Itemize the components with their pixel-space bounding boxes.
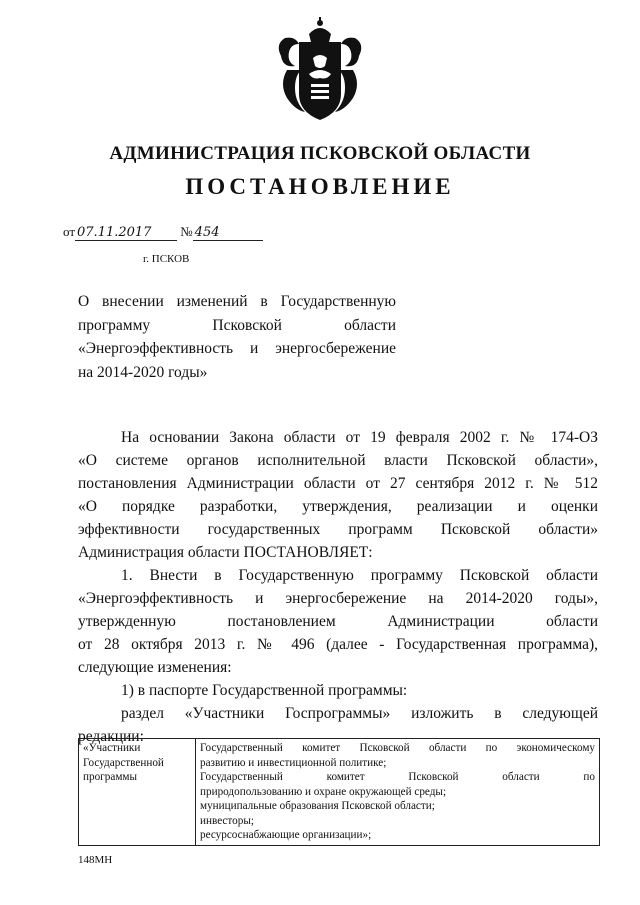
body-line: На основании Закона области от 19 февраля 2002 г. № 174-ОЗ (121, 429, 598, 446)
table-line: Государственный комитет Псковской области по (200, 771, 595, 783)
body-line: следующие изменения: (78, 659, 232, 676)
table-line: муниципальные образования Псковской области; (200, 800, 435, 812)
title-line: на 2014-2020 годы» (78, 363, 208, 381)
document-number: 454 (193, 225, 263, 241)
footer-code: 148МН (78, 854, 113, 866)
table-value-cell (196, 739, 600, 846)
organization-name: АДМИНИСТРАЦИЯ ПСКОВСКОЙ ОБЛАСТИ (109, 143, 531, 164)
body-line: Администрация области ПОСТАНОВЛЯЕТ: (78, 544, 373, 561)
body-line: «О порядке разработки, утверждения, реализации и оценки (78, 498, 598, 515)
number-prefix: № (180, 224, 193, 239)
title-line: «Энергоэффективность и энергосбережение (78, 340, 396, 357)
date-prefix: от (63, 224, 76, 239)
document-body (78, 426, 598, 748)
participants-table (78, 738, 600, 846)
pskov-coat-of-arms-icon (273, 14, 367, 124)
body-line: «О системе органов исполнительной власти Псковской области», (78, 452, 598, 469)
date-number-line (63, 224, 263, 241)
table-line: природопользованию и охране окружающей среды; (200, 785, 447, 798)
title-line: О внесении изменений в Государственную (78, 293, 396, 310)
body-line: редакции: (78, 728, 144, 745)
document-type: ПОСТАНОВЛЕНИЕ (185, 174, 455, 199)
body-line: от 28 октября 2013 г. № 496 (далее - Государственная программа), (78, 636, 598, 653)
body-line: «Энергоэффективность и энергосбережение на 2014-2020 годы», (78, 590, 598, 607)
table-row (79, 739, 600, 846)
document-title (78, 290, 396, 384)
table-label-cell: «Участники Государственной программы (79, 739, 196, 846)
city-name: г. ПСКОВ (143, 253, 190, 265)
body-line: утвержденную постановлением Администрации области (78, 613, 598, 630)
table-line: ресурсоснабжающие организации»; (200, 829, 372, 841)
body-line: постановления Администрации области от 27 сентября 2012 г. № 512 (78, 475, 598, 492)
title-line: программу Псковской области (78, 316, 396, 334)
body-line: эффективности государственных программ Псковской области» (78, 521, 598, 538)
table-line: Государственный комитет Псковской области по экономическому (200, 742, 595, 754)
body-line: раздел «Участники Госпрограммы» изложить в следующей (121, 705, 598, 722)
table-line: развитию и инвестиционной политике; (200, 756, 387, 769)
table-line: инвесторы; (200, 814, 254, 827)
body-line: 1) в паспорте Государственной программы: (121, 682, 408, 699)
document-date: 07.11.2017 (75, 225, 177, 241)
body-line: 1. Внести в Государственную программу Псковской области (121, 567, 598, 584)
